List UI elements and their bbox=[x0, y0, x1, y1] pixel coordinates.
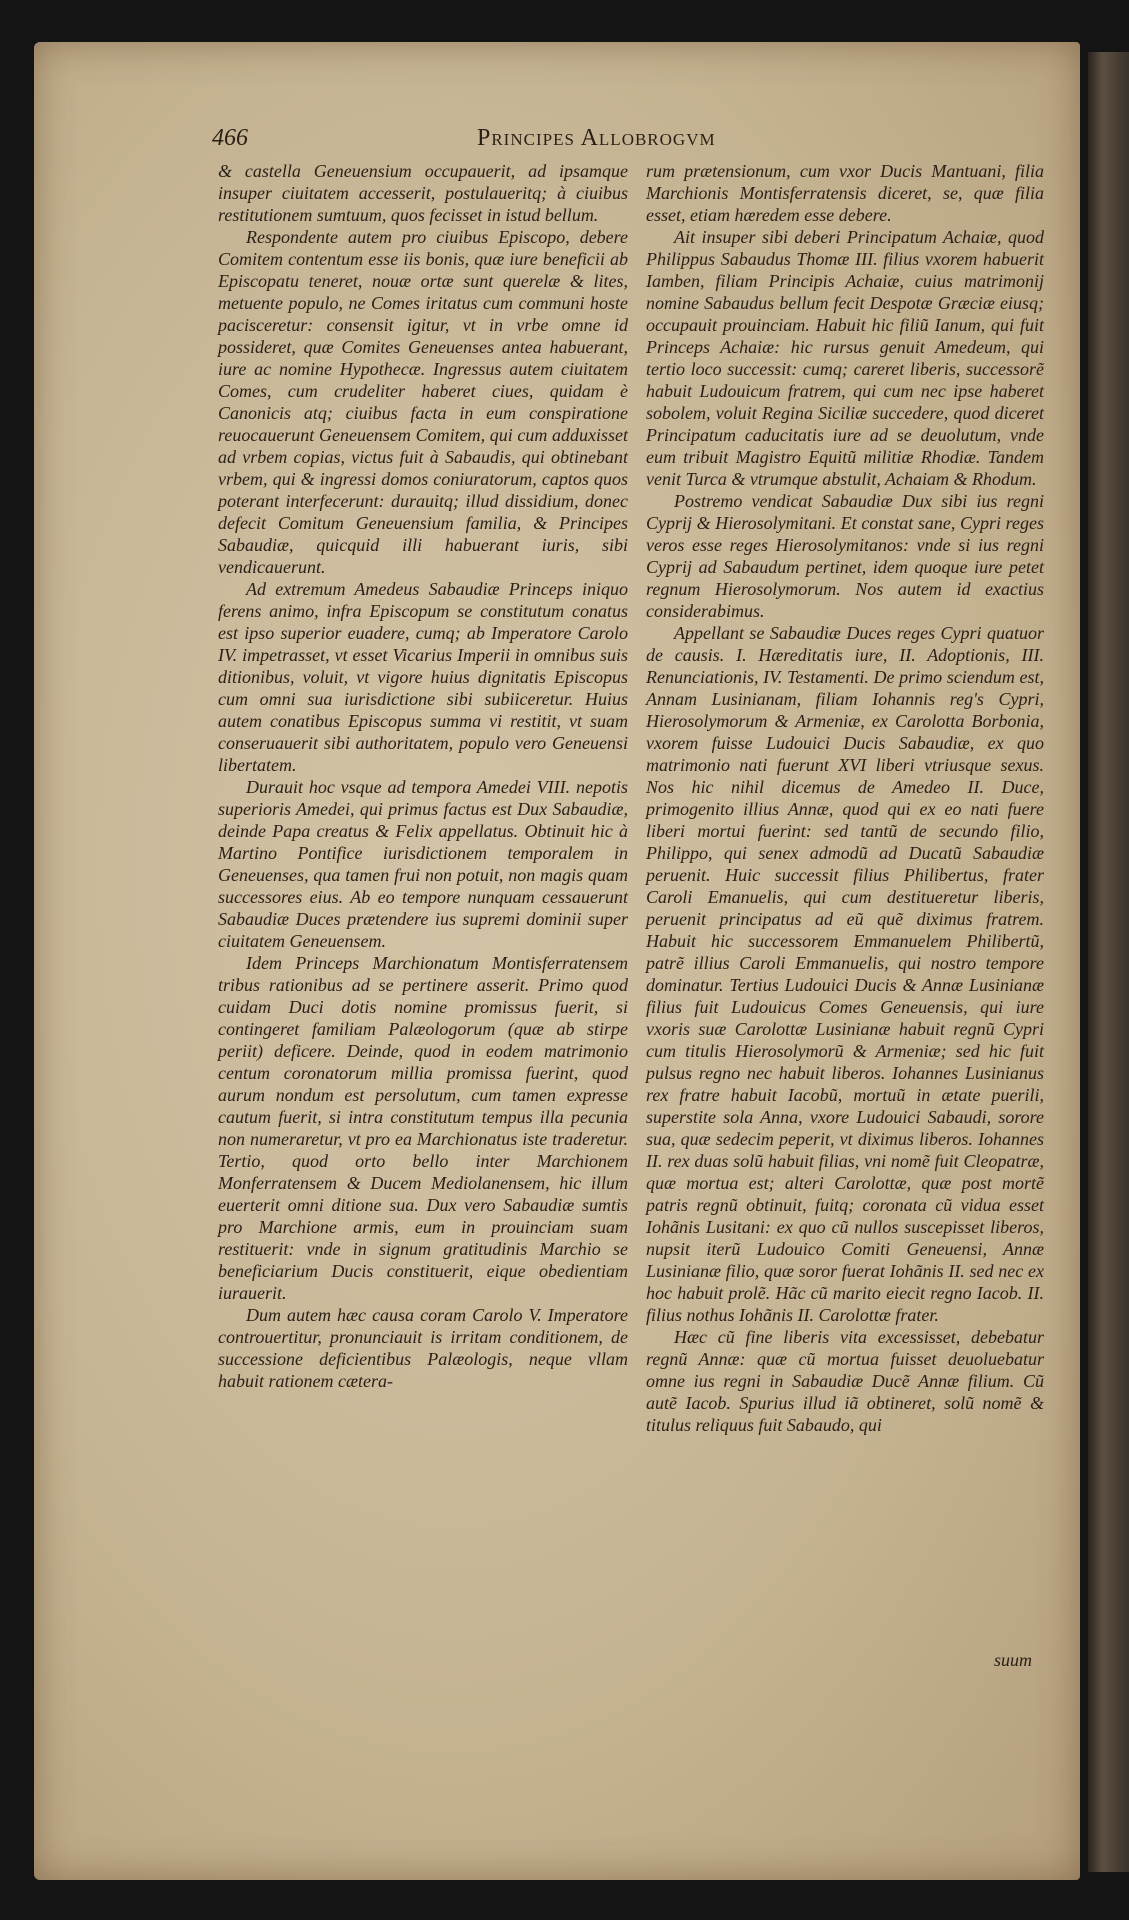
running-title: Principes Allobrogvm bbox=[477, 125, 716, 151]
paragraph: Postremo vendicat Sabaudiæ Dux sibi ius regni Cyprij & Hierosolymitani. Et constat sane, Cypri reges veros esse reges Hierosolymitanos: vnde si ius regni Cyprij ad Sabaudum pertinet, idem quoque iure petet regnum Hierosolymorum. Nos autem id exactius considerabimus. bbox=[646, 491, 1044, 621]
paragraph: Dum autem hæc causa coram Carolo V. Imperatore controuertitur, pronunciauit is irritam conditionem, de successione deficientibus Palæologis, neque vllam habuit rationem cætera- bbox=[218, 1305, 628, 1391]
page-header bbox=[212, 125, 872, 155]
paragraph: rum prætensionum, cum vxor Ducis Mantuani, filia Marchionis Montisferratensis diceret, se, quæ filia esset, etiam hæredem esse debere. bbox=[646, 161, 1044, 225]
left-column bbox=[218, 160, 628, 1392]
paragraph: Durauit hoc vsque ad tempora Amedei VIII. nepotis superioris Amedei, qui primus factus est Dux Sabaudiæ, deinde Papa creatus & Felix appellatus. Obtinuit hic à Martino Pontifice iurisdictionem temporalem in Geneuenses, qua tamen frui non potuit, non magis quam successores eius. Ab eo tempore nunquam cessauerunt Sabaudiæ Duces prætendere ius supremi dominii super ciuitatem Geneuensem. bbox=[218, 777, 628, 951]
paragraph: Hæc cũ fine liberis vita excessisset, debebatur regnũ Annæ: quæ cũ mortua fuisset deuoluebatur omne ius regni in Sabaudiæ Ducẽ Annæ filium. Cũ autẽ Iacob. Spurius illud iã obtineret, solũ nomẽ & titulus reliquus fuit Sabaudo, qui bbox=[646, 1327, 1044, 1435]
page-number: 466 bbox=[212, 125, 248, 151]
paragraph: Appellant se Sabaudiæ Duces reges Cypri quatuor de causis. I. Hæreditatis iure, II. Adoptionis, III. Renunciationis, IV. Testamenti. De primo sciendum est, Annam Lusinianam, filiam Iohannis reg's Cypri, Hierosolymorum & Armeniæ, ex Carolotta Borbonia, vxorem fuisse Ludouici Ducis Sabaudiæ, ex quo matrimonio nati fuerunt XVI liberi vtriusque sexus. Nos hic nihil dicemus de Amedeo II. Duce, primogenito illius Annæ, quod qui ex eo nati fuere liberi mortui fuerint: sed tantũ de secundo filio, Philippo, qui senex admodũ ad Ducatũ Sabaudiæ peruenit. Huic successit filius Philibertus, frater Caroli Emanuelis, qui cum destitueretur liberis, peruenit principatus ad eũ quẽ diximus fratrem. Habuit hic successorem Emmanuelem Philibertũ, patrẽ illius Caroli Emmanuelis, qui nostro tempore dominatur. Tertius Ludouici Ducis & Annæ Lusinianæ filius fuit Ludouicus Comes Geneuensis, qui iure vxoris suæ Carolottæ Lusinianæ habuit regnũ Cypri cum titulis Hierosolymorũ & Armeniæ; sed hic fuit pulsus regno nec habuit liberos. Iohannes Lusinianus rex fratre habuit Iacobũ, mortuũ in ætate puerili, superstite sola Anna, vxore Ludouici Sabaudi, sorore sua, quæ sedecim peperit, vt diximus liberos. Iohannes II. rex duas solũ habuit filias, vni nomẽ fuit Cleopatræ, quæ mortua est; alteri Carolottæ, quæ post mortẽ patris regnũ obtinuit, fuitq; coronata cũ vidua esset Iohãnis Lusitani: ex quo cũ nullos suscepisset liberos, nupsit iterũ Ludouico Comiti Geneuensi, Annæ Lusinianæ filio, quæ soror fuerat Iohãnis II. sed nec ex hoc habuit prolẽ. Hãc cũ marito eiecit regno Iacob. II. filius nothus Iohãnis II. Carolottæ frater. bbox=[646, 623, 1044, 1325]
catchword: suum bbox=[994, 1650, 1033, 1670]
paragraph: Ad extremum Amedeus Sabaudiæ Princeps iniquo ferens animo, infra Episcopum se constitutum conatus est ipso superior euadere, cumq; ab Imperatore Carolo IV. impetrasset, vt esset Vicarius Imperii in omnibus suis ditionibus, voluit, vt vigore huius dignitatis Episcopus cum omni sua iurisdictione sibi subiiceretur. Huius autem conatibus Episcopus summa vi restitit, vt suam conseruauerit sibi authoritatem, populo vero Geneuensi libertatem. bbox=[218, 579, 628, 775]
paragraph: & castella Geneuensium occupauerit, ad ipsamque insuper ciuitatem accesserit, postulaueritq; à ciuibus restitutionem sumtuum, quos fecisset in istud bellum. bbox=[218, 161, 628, 225]
paragraph: Idem Princeps Marchionatum Montisferratensem tribus rationibus ad se pertinere asserit. Primo quod cuidam Duci dotis nomine promissus fuerit, si contingeret familiam Palæologorum (quæ ab stirpe periit) deficere. Deinde, quod in eodem matrimonio centum coronatorum millia promissa fuerint, quod aurum nondum est persolutum, cum tamen expresse cautum fuerit, si intra constitutum tempus illa pecunia non numeraretur, vt pro ea Marchionatus iste traderetur. Tertio, quod orto bello inter Marchionem Monferratensem & Ducem Mediolanensem, hic illum euerterit omni ditione sua. Dux vero Sabaudiæ sumtis pro Marchione armis, eum in prouinciam suam restituerit: vnde in signum gratitudinis Marchio se beneficiarium Ducis constituerit, eique obedientiam iurauerit. bbox=[218, 953, 628, 1303]
paragraph: Respondente autem pro ciuibus Episcopo, debere Comitem contentum esse iis bonis, quæ iure beneficii ab Episcopatu teneret, nouæ ortæ sunt querelæ & lites, metuente populo, ne Comes iritatus cum communi hoste pacisceretur: consensit igitur, vt in vrbe omne id possideret, quæ Comites Geneuenses antea habuerant, iure ac nomine Hypothecæ. Ingressus autem ciuitatem Comes, cum crudeliter haberet ciues, quidam è Canonicis atq; ciuibus facta in eum conspiratione reuocauerunt Geneuensem Comitem, qui cum adduxisset ad vrbem copias, victus fuit à Sabaudis, qui obtinebant vrbem, qui & ingressi domos coniuratorum, captos quos poterant interfecerunt: durauitq; illud dissidium, donec defecit Comitum Geneuensium familia, & Principes Sabaudiæ, quicquid illi habuerant iuris, sibi vendicauerunt. bbox=[218, 227, 628, 577]
adjacent-page-edge bbox=[1088, 52, 1129, 1872]
paragraph: Ait insuper sibi deberi Principatum Achaiæ, quod Philippus Sabaudus Thomæ III. filius vxorem habuerit Iamben, filiam Principis Achaiæ, cuius matrimonij nomine Sabaudus bellum fecit Despotæ Græciæ eiusq; occupauit prouinciam. Habuit hic filiũ Ianum, qui fuit Princeps Achaiæ: hic rursus genuit Amedeum, qui tertio loco successit: cumq; careret liberis, successorẽ habuit Ludouicum fratrem, qui cum nec ipse haberet sobolem, voluit Regina Siciliæ succedere, quod diceret Principatum caducitatis iure ad se deuolutum, vnde eum tribuit Magistro Equitũ militiæ Rhodiæ. Tandem venit Turca & vtrumque abstulit, Achaiam & Rhodum. bbox=[646, 227, 1044, 489]
right-column bbox=[646, 160, 1044, 1436]
